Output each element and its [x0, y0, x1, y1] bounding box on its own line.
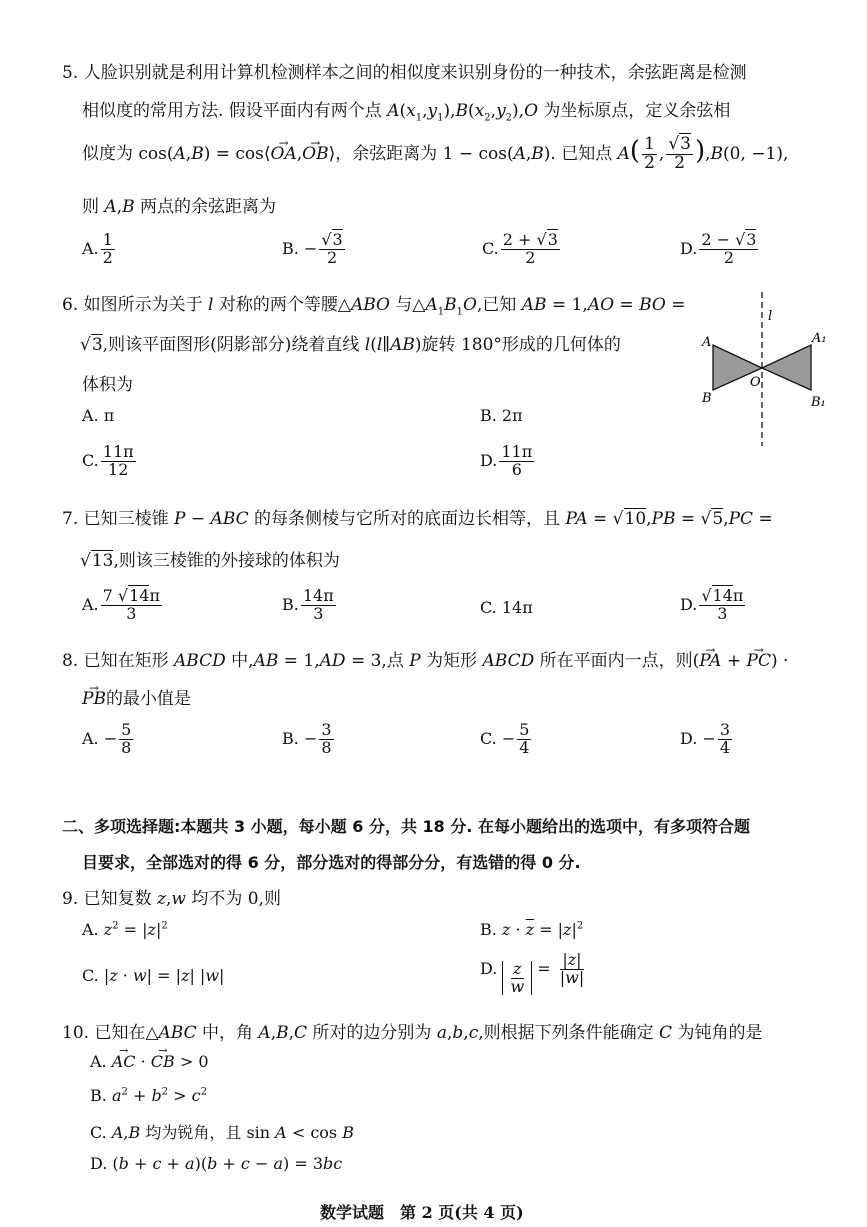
- label-b: B: [702, 391, 712, 406]
- label-a1: A₁: [812, 331, 827, 346]
- q9-option-a: A. $z^2 = |z|^2$: [82, 920, 168, 939]
- q10-option-c: C. A,B 均为锐角，且 sin A < cos B: [90, 1123, 354, 1142]
- q5-option-d: D. $\frac{2 - √3}{2}$: [680, 230, 757, 267]
- q7-line2: √13,则该三棱锥的外接球的体积为: [80, 551, 340, 571]
- q5-option-a: A. $\frac{1}{2}$: [82, 230, 113, 267]
- section2-line2: 目要求，全部选对的得 6 分，部分选对的得部分分，有选错的得 0 分.: [82, 853, 581, 872]
- q6-line3: 体积为: [82, 375, 133, 395]
- q6-option-c: C. $\frac{11\pi}{12}$: [82, 442, 134, 479]
- label-b1: B₁: [811, 395, 826, 410]
- q10-stem: 10. 已知在△ABC 中，角 A,B,C 所对的边分别为 a,b,c,则根据下列条件能确定 C 为钝角的是: [62, 1023, 763, 1043]
- q8-option-d: D. − $\frac{3}{4}$: [680, 720, 731, 757]
- q9-stem: 9. 已知复数 z,w 均不为 0,则: [62, 889, 281, 909]
- page-footer: 数学试题 第 2 页(共 4 页): [320, 1203, 524, 1222]
- q10-option-a: A. → AC · → CB > 0: [90, 1052, 209, 1071]
- q8-option-c: C. − $\frac{5}{4}$: [480, 720, 530, 757]
- q6-line1: 6. 如图所示为关于 l 对称的两个等腰△ABO 与$\triangle A_1B_1O$,已知 AB = 1,AO = BO =: [62, 295, 686, 318]
- q5-line3: 似度为 cos(A,B) = cos⟨→ OA,→ OB⟩，余弦距离为 1 − cos(A,B). 已知点 A( $\frac{1}{2}$ , $\frac{√3}{2}$ ),B(0, −1),: [82, 136, 788, 173]
- q5-line1: 5. 人脸识别就是利用计算机检测样本之间的相似度来识别身份的一种技术，余弦距离是检测: [62, 63, 747, 83]
- triangle-a1b1o: [762, 345, 811, 390]
- q9-option-b: B. $z \cdot \overline{z} = |z|^2$: [480, 920, 584, 939]
- q10-option-d: D. (b + c + a)(b + c − a) = 3bc: [90, 1154, 343, 1173]
- section2-line1: 二、多项选择题:本题共 3 小题，每小题 6 分，共 18 分. 在每小题给出的选项中，有多项符合题: [62, 817, 751, 836]
- q6-option-b: B. 2π: [480, 406, 523, 425]
- q8-line2: → PB的最小值是: [82, 684, 191, 709]
- q7-option-c: C. 14π: [480, 598, 533, 617]
- q8-option-a: A. − $\frac{5}{8}$: [82, 720, 132, 757]
- q8-option-b: B. − $\frac{3}{8}$: [282, 720, 332, 757]
- q9-option-c: C. |z · w| = |z| |w|: [82, 966, 225, 985]
- q9-option-d: D. $\frac{z}{w}$ = $\frac{|z|}{|w|}$: [480, 950, 585, 996]
- q5-option-b: B. − $\frac{√3}{2}$: [282, 230, 343, 267]
- q5-line4: 则 A,B 两点的余弦距离为: [82, 197, 276, 217]
- q10-option-b: B. $a^2 + b^2 > c^2$: [90, 1086, 207, 1105]
- q7-option-d: D. $\frac{√14\pi}{3}$: [680, 586, 744, 623]
- q6-line2: √3,则该平面图形(阴影部分)绕着直线 l(l∥AB)旋转 180°形成的几何体的: [80, 335, 621, 355]
- label-a: A: [702, 335, 712, 350]
- q5-option-c: C. $\frac{2 + √3}{2}$: [482, 230, 558, 267]
- q7-line1: 7. 已知三棱锥 P − ABC 的每条侧棱与它所对的底面边长相等，且 PA = √10,PB = √5,PC =: [62, 509, 773, 529]
- q7-option-b: B. $\frac{14\pi}{3}$: [282, 586, 334, 623]
- label-o: O: [750, 375, 761, 390]
- q8-line1: 8. 已知在矩形 ABCD 中,AB = 1,AD = 3,点 P 为矩形 ABCD 所在平面内一点，则(→ PA + → PC) ·: [62, 646, 788, 671]
- q6-option-a: A. π: [82, 406, 115, 425]
- q5-line2: 相似度的常用方法. 假设平面内有两个点 $A(x_1,y_1),B(x_2,y_2),O$ 为坐标原点，定义余弦相: [82, 101, 731, 124]
- q7-option-a: A. $\frac{7 √14\pi}{3}$: [82, 586, 160, 623]
- q6-option-d: D. $\frac{11\pi}{6}$: [480, 442, 533, 479]
- q6-figure: [700, 290, 830, 450]
- label-l: l: [768, 309, 773, 324]
